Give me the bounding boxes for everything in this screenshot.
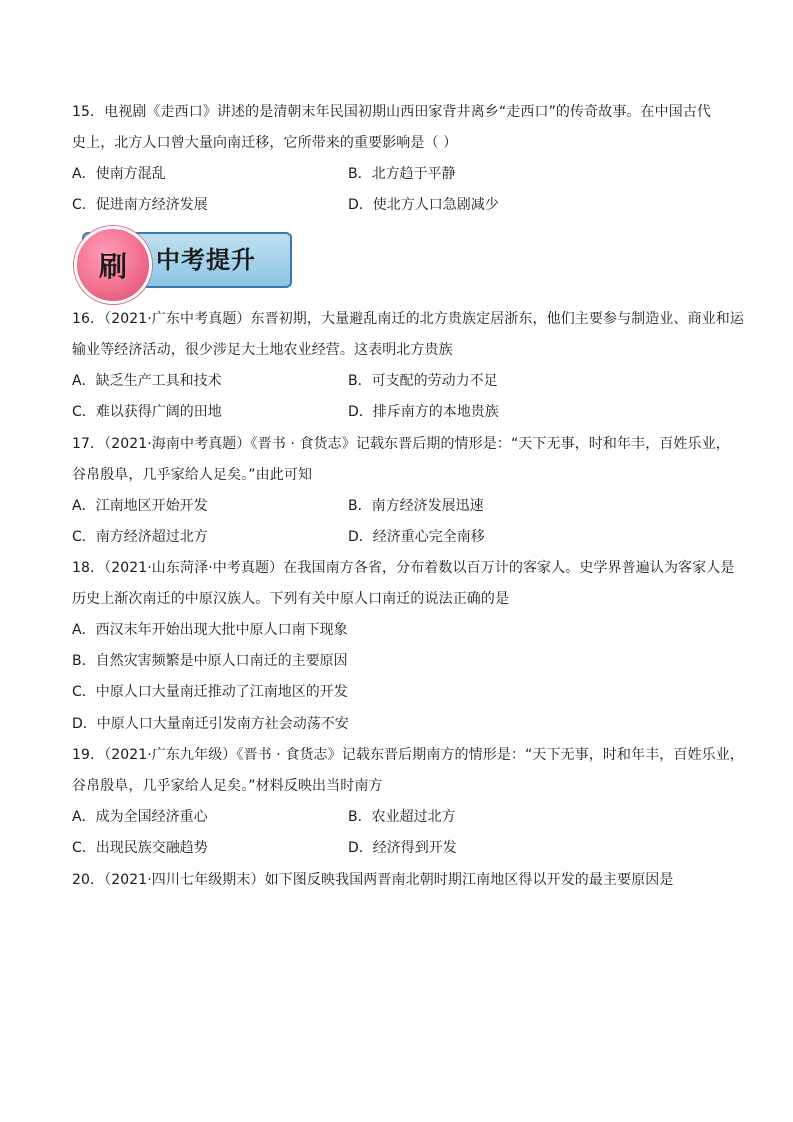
q17-stem-line2: 谷帛殷阜，几乎家给人足矣。”由此可知 (72, 467, 313, 483)
section-banner (74, 232, 294, 292)
q18-stem-line1: 18．（2021·山东菏泽·中考真题）在我国南方各省，分布着数以百万计的客家人。史学界普遍认为客家人是 (72, 560, 735, 576)
q19-option-d: D．经济得到开发 (348, 840, 457, 856)
banner-badge (74, 226, 152, 304)
q16-option-c: C．难以获得广阔的田地 (72, 404, 222, 420)
q17-option-b: B．南方经济发展迅速 (348, 498, 484, 514)
q16-option-a: A．缺乏生产工具和技术 (72, 373, 222, 389)
q18-option-b: B．自然灾害频繁是中原人口南迁的主要原因 (72, 653, 348, 669)
q19-option-c: C．出现民族交融趋势 (72, 840, 208, 856)
q18-option-c: C．中原人口大量南迁推动了江南地区的开发 (72, 684, 348, 700)
q18-stem-line2: 历史上渐次南迁的中原汉族人。下列有关中原人口南迁的说法正确的是 (72, 591, 510, 607)
q15-stem-line1: 15．电视剧《走西口》讲述的是清朝末年民国初期山西田家背井离乡“走西口”的传奇故事。在中国古代 (72, 104, 712, 120)
banner-title: 中考提升 (156, 245, 256, 274)
q15-stem-line2: 史上，北方人口曾大量向南迁移，它所带来的重要影响是（ ） (72, 135, 458, 151)
q15-option-d: D．使北方人口急剧减少 (348, 197, 499, 213)
q15-option-a: A．使南方混乱 (72, 166, 166, 182)
q19-stem-line2: 谷帛殷阜，几乎家给人足矣。”材料反映出当时南方 (72, 778, 383, 794)
q17-option-c: C．南方经济超过北方 (72, 529, 208, 545)
q16-stem-line1: 16．（2021·广东中考真题）东晋初期，大量避乱南迁的北方贵族定居浙东，他们主要参与制造业、商业和运 (72, 311, 744, 327)
q19-stem-line1: 19．（2021·广东九年级）《晋书 · 食货志》记载东晋后期南方的情形是：“天下无事，时和年丰，百姓乐业， (72, 747, 744, 763)
q20-stem-line1: 20．（2021·四川七年级期末）如下图反映我国两晋南北朝时期江南地区得以开发的最主要原因是 (72, 872, 674, 888)
q19-option-b: B．农业超过北方 (348, 809, 456, 825)
q17-option-d: D．经济重心完全南移 (348, 529, 485, 545)
banner-badge-text: 刷 (98, 250, 127, 283)
q15-option-b: B．北方趋于平静 (348, 166, 456, 182)
q16-option-b: B．可支配的劳动力不足 (348, 373, 498, 389)
q15-option-c: C．促进南方经济发展 (72, 197, 208, 213)
q16-stem-line2: 输业等经济活动，很少涉足大土地农业经营。这表明北方贵族 (72, 342, 453, 358)
q18-option-a: A．西汉末年开始出现大批中原人口南下现象 (72, 622, 348, 638)
q18-option-d: D．中原人口大量南迁引发南方社会动荡不安 (72, 716, 349, 732)
q16-option-d: D．排斥南方的本地贵族 (348, 404, 499, 420)
q17-stem-line1: 17．（2021·海南中考真题）《晋书 · 食货志》记载东晋后期的情形是：“天下无事，时和年丰，百姓乐业， (72, 436, 730, 452)
q17-option-a: A．江南地区开始开发 (72, 498, 208, 514)
q19-option-a: A．成为全国经济重心 (72, 809, 208, 825)
